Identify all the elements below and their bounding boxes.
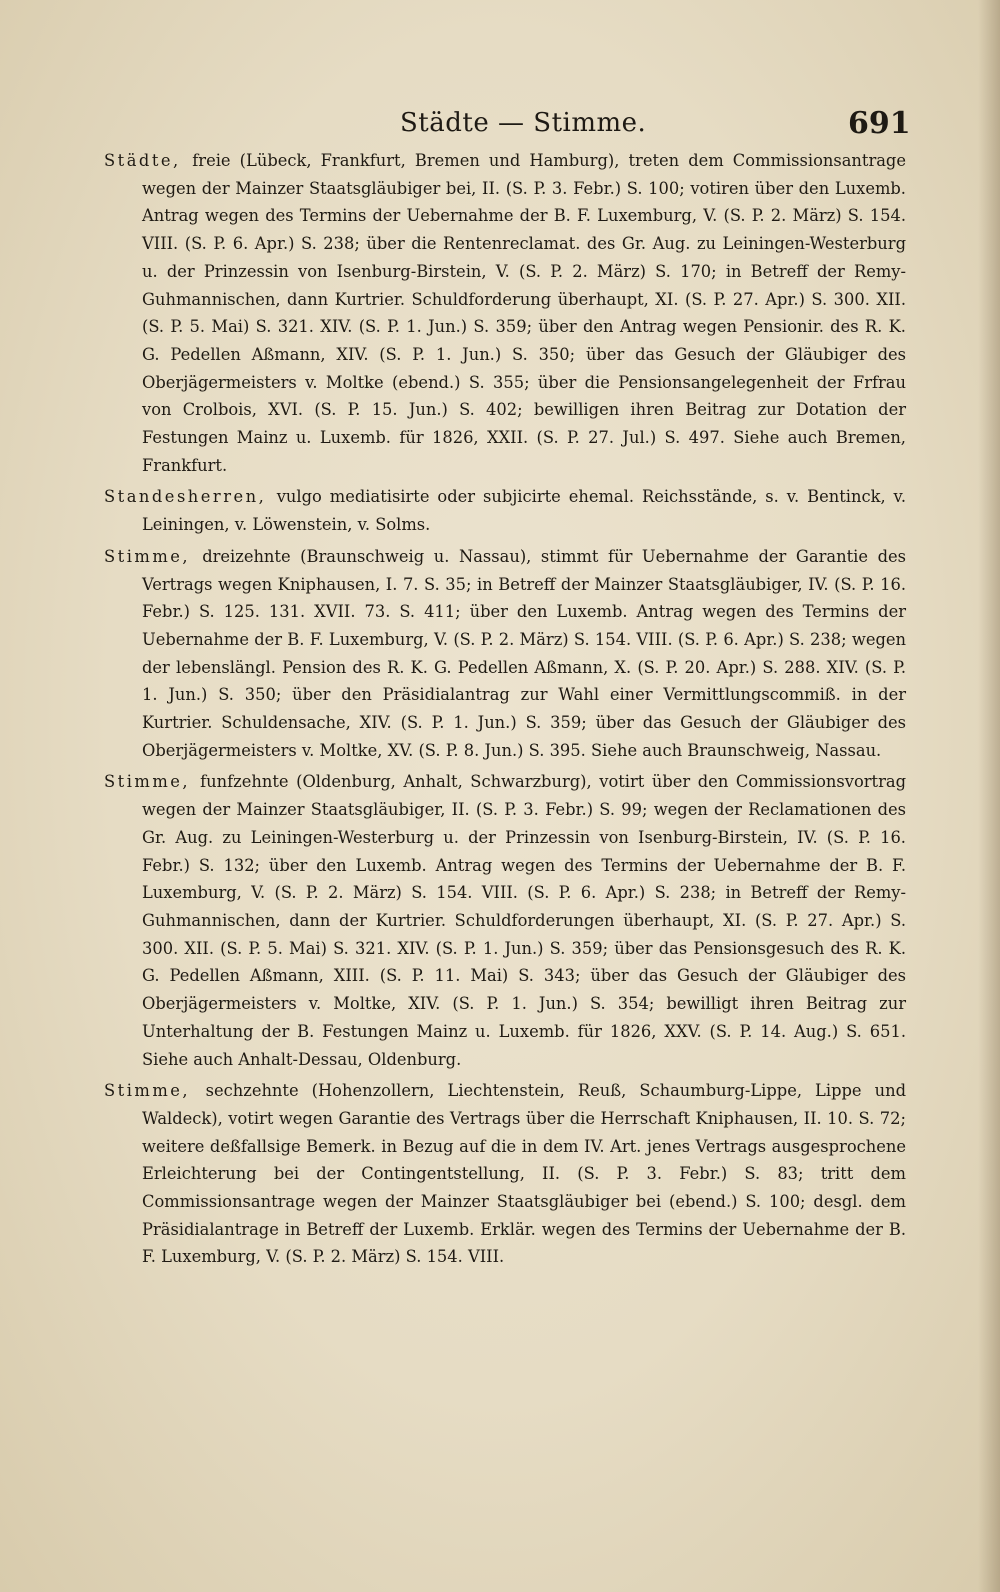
entry-text: dreizehnte (Braunschweig u. Nassau), stimmt für Uebernahme der Garantie des Vertrags wegen Kniphausen, I. 7. S. 35; in Betreff der Mainzer Staatsgläubiger, IV. (S. P. 16. Febr.) S. 125. 131. XVII. 73. S. 411; über den Luxemb. Antrag wegen des Termins der Uebernahme der B. F. Luxemburg, V. (S. P. 2. März) S. 154. VIII. (S. P. 6. Apr.) S. 238; wegen der lebenslängl. Pension des R. K. G. Pedellen Aßmann, X. (S. P. 20. Apr.) S. 288. XIV. (S. P. 1. Jun.) S. 350; über den Präsidialantrag zur Wahl einer Vermittlungscommiß. in der Kurtrier. Schuldensache, XIV. (S. P. 1. Jun.) S. 359; über das Gesuch der Gläubiger des Oberjägermeisters v. Moltke, XV. (S. P. 8. Jun.) S. 395. Siehe auch Braunschweig, Nassau.: [142, 546, 906, 760]
entry-headword: Städte,: [104, 151, 193, 170]
index-entry: [104, 1077, 906, 1271]
page-edge-shadow: [978, 0, 1000, 1592]
entry-headword: Standesherren,: [104, 487, 277, 507]
entry-headword: Stimme,: [104, 772, 201, 792]
entry-text: funfzehnte (Oldenburg, Anhalt, Schwarzburg), votirt über den Commissionsvortrag wegen der Mainzer Staatsgläubiger, II. (S. P. 3. Febr.) S. 99; wegen der Reclamationen des Gr. Aug. zu Leiningen-Westerburg u. der Prinzessin von Isenburg-Birstein, IV. (S. P. 16. Febr.) S. 132; über den Luxemb. Antrag wegen des Termins der Uebernahme der B. F. Luxemburg, V. (S. P. 2. März) S. 154. VIII. (S. P. 6. Apr.) S. 238; in Betreff der Remy-Guhmannischen, dann der Kurtrier. Schuldforderungen überhaupt, XI. (S. P. 27. Apr.) S. 300. XII. (S. P. 5. Mai) S. 321. XIV. (S. P. 1. Jun.) S. 359; über das Pensionsgesuch des R. K. G. Pedellen Aßmann, XIII. (S. P. 11. Mai) S. 343; über das Gesuch der Gläubiger des Oberjägermeisters v. Moltke, XIV. (S. P. 1. Jun.) S. 354; bewilligt ihren Beitrag zur Unterhaltung der B. Festungen Mainz u. Luxemb. für 1826, XXV. (S. P. 14. Aug.) S. 651. Siehe auch Anhalt-Dessau, Oldenburg.: [142, 772, 906, 1069]
page-number: 691: [848, 106, 911, 141]
entry-text: sechzehnte (Hohenzollern, Liechtenstein, Reuß, Schaumburg-Lippe, Lippe und Waldeck), votirt wegen Garantie des Vertrags über die Herrschaft Kniphausen, II. 10. S. 72; weitere deßfallsige Bemerk. in Bezug auf die in dem IV. Art. jenes Vertrags ausgesprochene Erleichterung bei der Contingentstellung, II. (S. P. 3. Febr.) S. 83; tritt dem Commissionsantrage wegen der Mainzer Staatsgläubiger bei (ebend.) S. 100; desgl. dem Präsidialantrage in Betreff der Luxemb. Erklär. wegen des Termins der Uebernahme der B. F. Luxemburg, V. (S. P. 2. März) S. 154. VIII.: [142, 1081, 906, 1267]
index-entry: [104, 483, 906, 538]
entry-headword: Stimme,: [104, 1081, 206, 1101]
header-title: Städte — Stimme.: [400, 108, 647, 138]
index-entry: [104, 543, 906, 765]
index-entry: [104, 768, 906, 1073]
entry-text: freie (Lübeck, Frankfurt, Bremen und Hamburg), treten dem Commissionsantrage wegen der Mainzer Staatsgläubiger bei, II. (S. P. 3. Febr.) S. 100; votiren über den Luxemb. Antrag wegen des Termins der Uebernahme der B. F. Luxemburg, V. (S. P. 2. März) S. 154. VIII. (S. P. 6. Apr.) S. 238; über die Rentenreclamat. des Gr. Aug. zu Leiningen-Westerburg u. der Prinzessin von Isenburg-Birstein, V. (S. P. 2. März) S. 170; in Betreff der Remy-Guhmannischen, dann Kurtrier. Schuldforderung überhaupt, XI. (S. P. 27. Apr.) S. 300. XII. (S. P. 5. Mai) S. 321. XIV. (S. P. 1. Jun.) S. 359; über den Antrag wegen Pensionir. des R. K. G. Pedellen Aßmann, XIV. (S. P. 1. Jun.) S. 350; über das Gesuch der Gläubiger des Oberjägermeisters v. Moltke (ebend.) S. 355; über die Pensionsangelegenheit der Frfrau von Crolbois, XVI. (S. P. 15. Jun.) S. 402; bewilligen ihren Beitrag zur Dotation der Festungen Mainz u. Luxemb. für 1826, XXII. (S. P. 27. Jul.) S. 497. Siehe auch Bremen, Frankfurt.: [142, 151, 906, 475]
index-entry: [104, 147, 906, 479]
running-header: [0, 104, 1000, 144]
entry-headword: Stimme,: [104, 546, 203, 566]
index-entries: [104, 147, 906, 1275]
entry-text: vulgo mediatisirte oder subjicirte ehemal. Reichsstände, s. v. Bentinck, v. Leiningen, v. Löwenstein, v. Solms.: [142, 487, 906, 535]
